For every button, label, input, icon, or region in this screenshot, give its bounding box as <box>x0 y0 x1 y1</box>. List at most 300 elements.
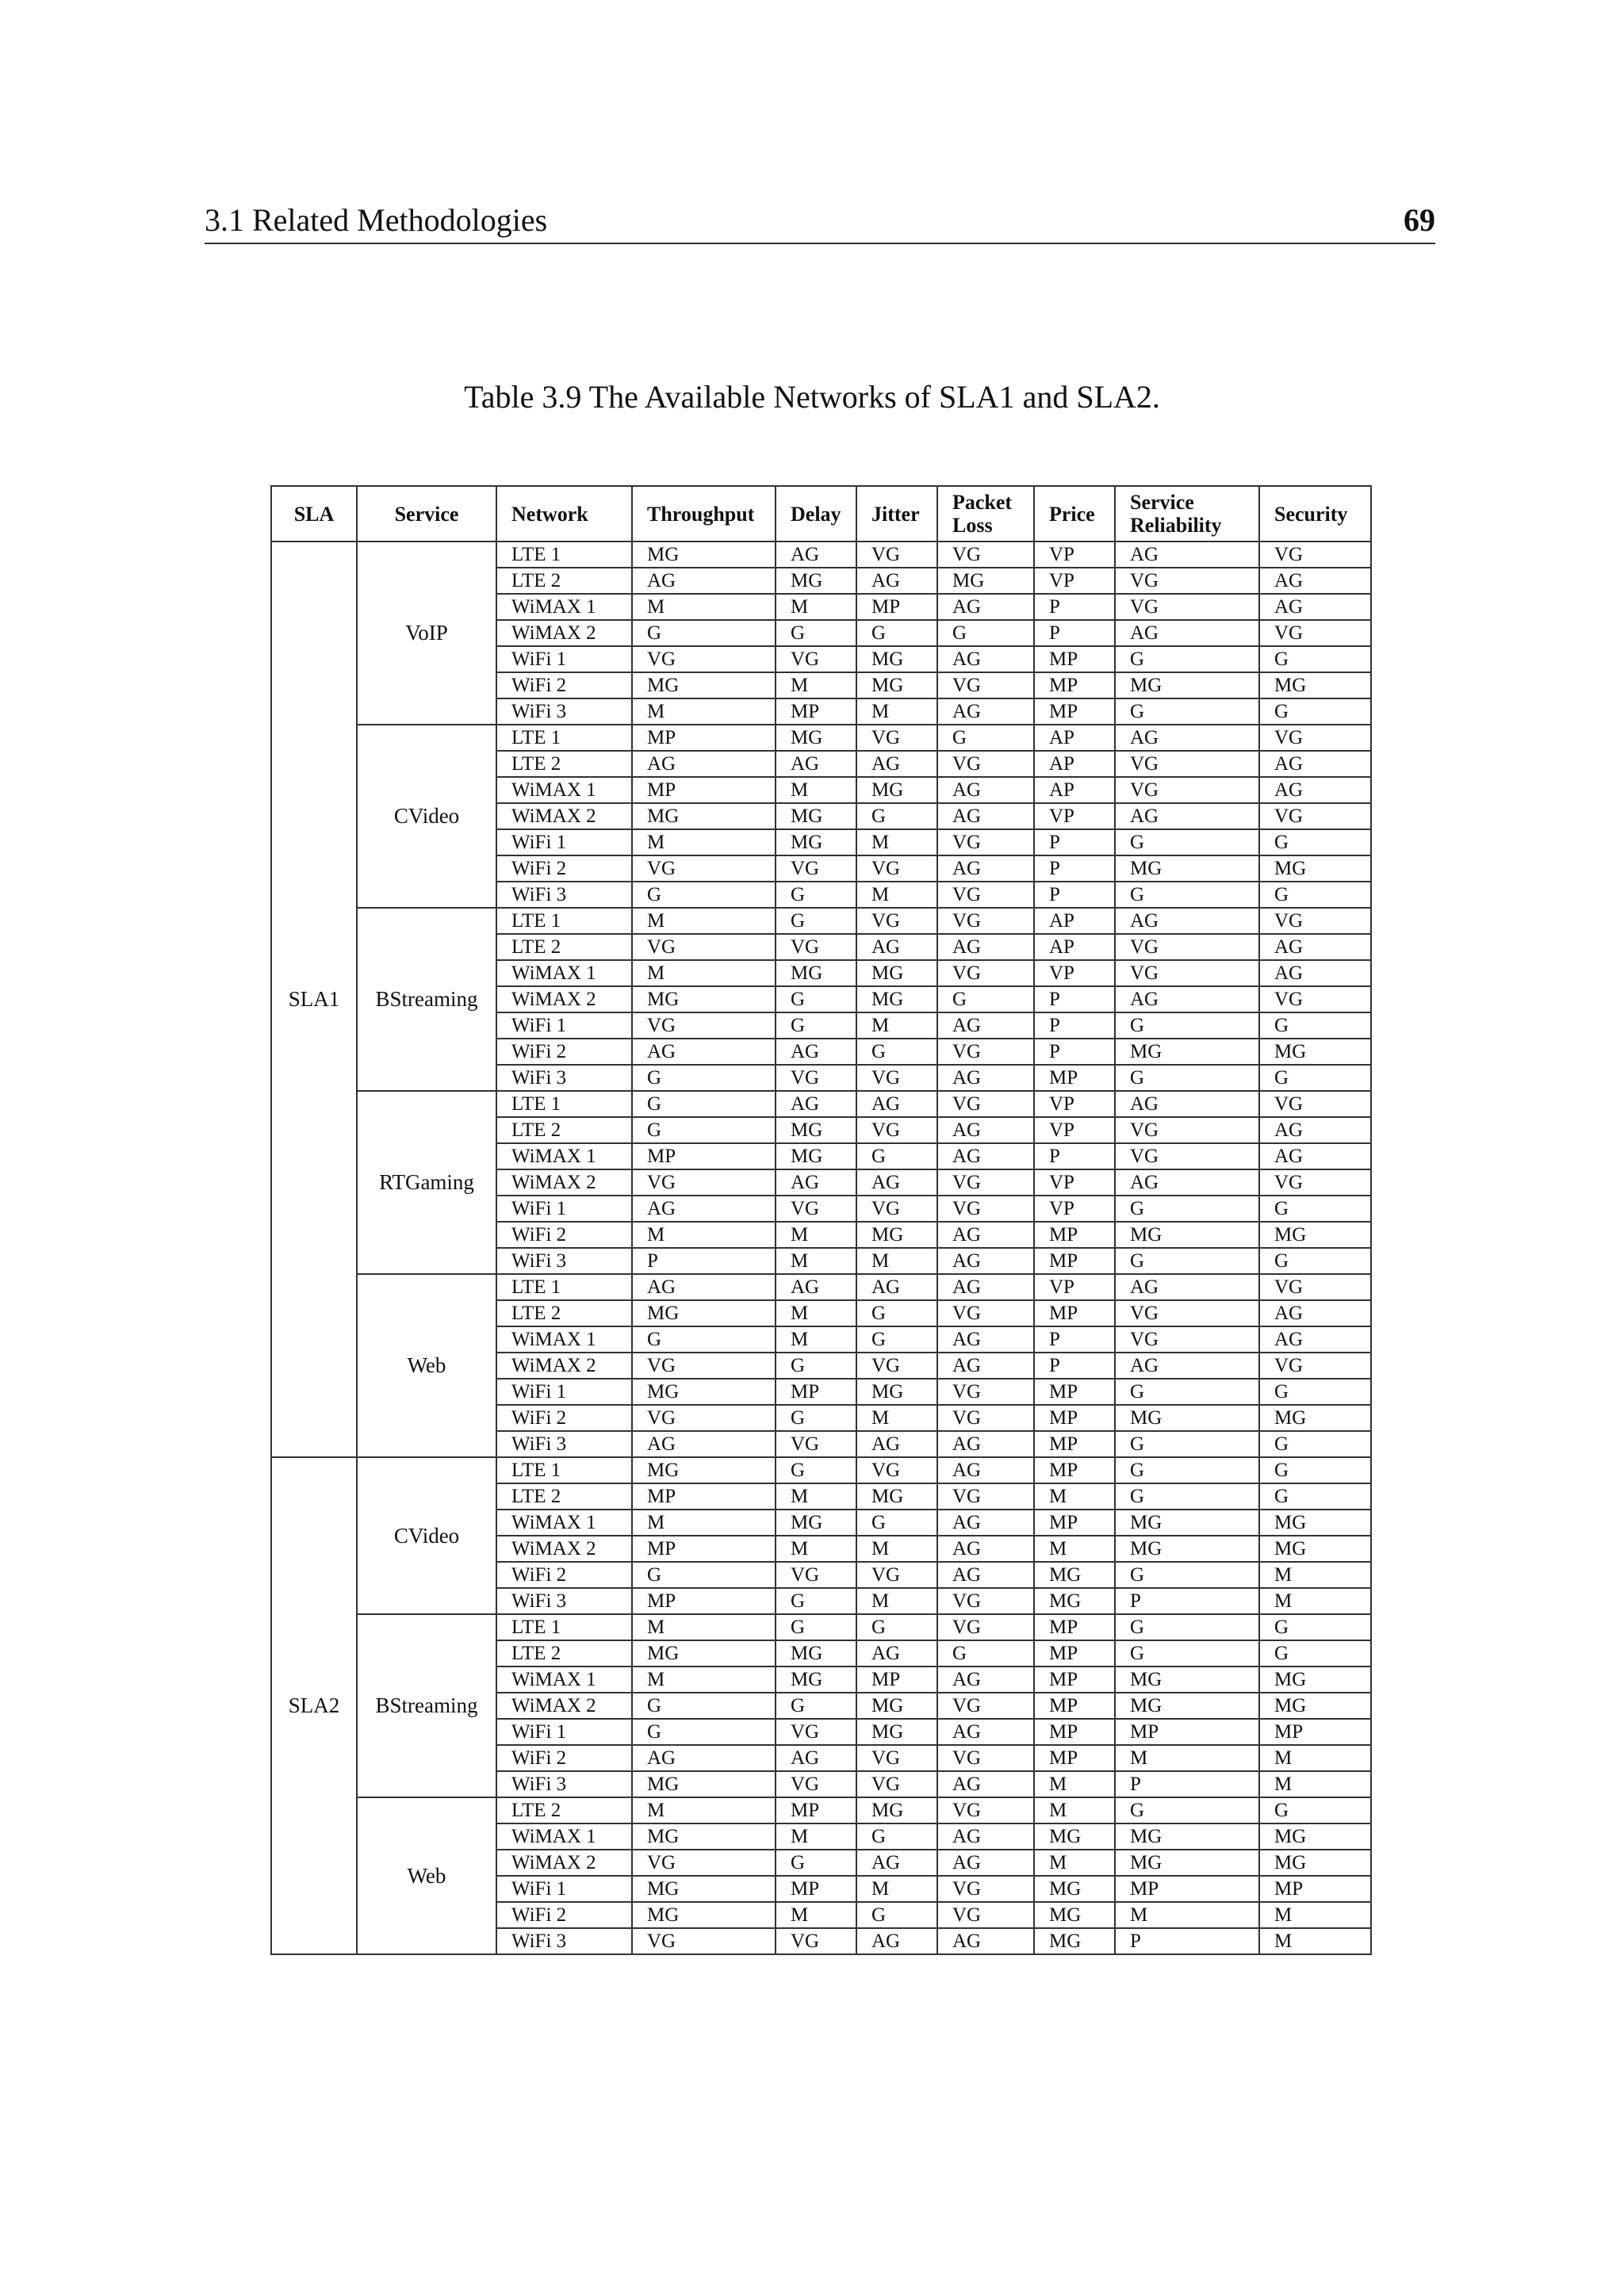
service-group-cell: Web <box>357 1797 496 1954</box>
network-cell: LTE 1 <box>496 1457 632 1483</box>
jitter-cell: VG <box>856 1353 937 1379</box>
security-cell: MG <box>1259 1823 1371 1850</box>
price-cell: VP <box>1034 1196 1115 1222</box>
service-reliability-cell: G <box>1115 1457 1259 1483</box>
throughput-cell: MG <box>632 1876 776 1902</box>
network-cell: WiFi 1 <box>496 829 632 855</box>
service-reliability-cell: AG <box>1115 1169 1259 1196</box>
packet-loss-cell: AG <box>937 855 1034 882</box>
throughput-cell: MG <box>632 1379 776 1405</box>
service-reliability-cell: G <box>1115 646 1259 672</box>
packet-loss-cell: AG <box>937 1143 1034 1169</box>
packet-loss-cell: VG <box>937 751 1034 777</box>
packet-loss-cell: AG <box>937 1222 1034 1248</box>
throughput-cell: G <box>632 620 776 646</box>
packet-loss-cell: AG <box>937 1065 1034 1091</box>
throughput-cell: M <box>632 908 776 934</box>
service-reliability-cell: M <box>1115 1745 1259 1771</box>
packet-loss-cell: AG <box>937 1562 1034 1588</box>
delay-cell: G <box>776 1353 856 1379</box>
jitter-cell: AG <box>856 1431 937 1457</box>
throughput-cell: MG <box>632 986 776 1012</box>
col-header-security: Security <box>1259 486 1371 541</box>
security-cell: AG <box>1259 594 1371 620</box>
service-reliability-cell: G <box>1115 1379 1259 1405</box>
packet-loss-cell: VG <box>937 1614 1034 1640</box>
throughput-cell: M <box>632 594 776 620</box>
security-cell: AG <box>1259 934 1371 960</box>
network-cell: WiFi 2 <box>496 855 632 882</box>
network-cell: LTE 2 <box>496 934 632 960</box>
packet-loss-cell: G <box>937 1640 1034 1667</box>
security-cell: M <box>1259 1588 1371 1614</box>
price-cell: P <box>1034 1326 1115 1353</box>
security-cell: MP <box>1259 1719 1371 1745</box>
security-cell: MG <box>1259 1405 1371 1431</box>
delay-cell: MG <box>776 960 856 986</box>
service-group-cell: Web <box>357 1274 496 1457</box>
jitter-cell: M <box>856 1012 937 1039</box>
throughput-cell: MG <box>632 1300 776 1326</box>
service-reliability-cell: MG <box>1115 1222 1259 1248</box>
security-cell: AG <box>1259 777 1371 803</box>
network-cell: LTE 2 <box>496 1117 632 1143</box>
throughput-cell: MP <box>632 777 776 803</box>
service-reliability-cell: G <box>1115 829 1259 855</box>
jitter-cell: G <box>856 1143 937 1169</box>
throughput-cell: MG <box>632 1902 776 1928</box>
price-cell: MP <box>1034 1222 1115 1248</box>
delay-cell: AG <box>776 1039 856 1065</box>
security-cell: G <box>1259 1797 1371 1823</box>
security-cell: G <box>1259 1640 1371 1667</box>
packet-loss-cell: VG <box>937 1169 1034 1196</box>
security-cell: G <box>1259 698 1371 725</box>
packet-loss-cell: VG <box>937 1876 1034 1902</box>
network-cell: WiMAX 2 <box>496 1169 632 1196</box>
service-reliability-cell: VG <box>1115 1117 1259 1143</box>
delay-cell: MG <box>776 829 856 855</box>
service-reliability-cell: MG <box>1115 1667 1259 1693</box>
service-reliability-cell: G <box>1115 1797 1259 1823</box>
security-cell: G <box>1259 1457 1371 1483</box>
price-cell: P <box>1034 620 1115 646</box>
packet-loss-cell: G <box>937 986 1034 1012</box>
network-cell: WiMAX 1 <box>496 1143 632 1169</box>
throughput-cell: AG <box>632 751 776 777</box>
packet-loss-cell: AG <box>937 1326 1034 1353</box>
throughput-cell: MP <box>632 1588 776 1614</box>
packet-loss-cell: AG <box>937 1510 1034 1536</box>
network-cell: WiFi 1 <box>496 646 632 672</box>
packet-loss-cell: AG <box>937 1248 1034 1274</box>
delay-cell: G <box>776 1457 856 1483</box>
network-cell: LTE 2 <box>496 1483 632 1510</box>
service-reliability-cell: MG <box>1115 1039 1259 1065</box>
delay-cell: M <box>776 1222 856 1248</box>
page-number: 69 <box>1404 202 1435 238</box>
delay-cell: VG <box>776 1771 856 1797</box>
jitter-cell: AG <box>856 751 937 777</box>
col-header-jitter: Jitter <box>856 486 937 541</box>
delay-cell: M <box>776 1902 856 1928</box>
network-cell: WiFi 1 <box>496 1379 632 1405</box>
service-reliability-cell: P <box>1115 1928 1259 1954</box>
price-cell: P <box>1034 594 1115 620</box>
security-cell: AG <box>1259 1300 1371 1326</box>
security-cell: G <box>1259 1379 1371 1405</box>
security-cell: AG <box>1259 568 1371 594</box>
jitter-cell: VG <box>856 541 937 568</box>
price-cell: MP <box>1034 1431 1115 1457</box>
network-cell: WiFi 3 <box>496 1431 632 1457</box>
packet-loss-cell: AG <box>937 594 1034 620</box>
packet-loss-cell: MG <box>937 568 1034 594</box>
jitter-cell: VG <box>856 1117 937 1143</box>
security-cell: MG <box>1259 1850 1371 1876</box>
security-cell: AG <box>1259 960 1371 986</box>
throughput-cell: VG <box>632 646 776 672</box>
jitter-cell: AG <box>856 1850 937 1876</box>
network-cell: WiMAX 1 <box>496 777 632 803</box>
security-cell: AG <box>1259 1326 1371 1353</box>
service-reliability-cell: G <box>1115 882 1259 908</box>
security-cell: M <box>1259 1902 1371 1928</box>
jitter-cell: MG <box>856 1379 937 1405</box>
throughput-cell: M <box>632 960 776 986</box>
jitter-cell: G <box>856 1823 937 1850</box>
delay-cell: MP <box>776 698 856 725</box>
jitter-cell: M <box>856 698 937 725</box>
jitter-cell: G <box>856 1902 937 1928</box>
packet-loss-cell: VG <box>937 1693 1034 1719</box>
delay-cell: VG <box>776 1719 856 1745</box>
throughput-cell: MG <box>632 1823 776 1850</box>
delay-cell: M <box>776 1248 856 1274</box>
service-reliability-cell: G <box>1115 1248 1259 1274</box>
price-cell: MP <box>1034 1693 1115 1719</box>
service-group-cell: BStreaming <box>357 908 496 1091</box>
delay-cell: MG <box>776 1667 856 1693</box>
service-group-cell: VoIP <box>357 541 496 725</box>
price-cell: MG <box>1034 1562 1115 1588</box>
throughput-cell: MG <box>632 1457 776 1483</box>
throughput-cell: AG <box>632 568 776 594</box>
delay-cell: M <box>776 1823 856 1850</box>
network-cell: WiFi 3 <box>496 882 632 908</box>
packet-loss-cell: AG <box>937 646 1034 672</box>
jitter-cell: MG <box>856 1797 937 1823</box>
network-cell: WiFi 1 <box>496 1012 632 1039</box>
throughput-cell: M <box>632 1510 776 1536</box>
table-row <box>271 725 1371 751</box>
service-reliability-cell: P <box>1115 1771 1259 1797</box>
delay-cell: MG <box>776 1510 856 1536</box>
throughput-cell: MP <box>632 1143 776 1169</box>
jitter-cell: MG <box>856 1719 937 1745</box>
jitter-cell: AG <box>856 1091 937 1117</box>
throughput-cell: VG <box>632 934 776 960</box>
security-cell: G <box>1259 1483 1371 1510</box>
delay-cell: M <box>776 1300 856 1326</box>
jitter-cell: MG <box>856 646 937 672</box>
security-cell: G <box>1259 1065 1371 1091</box>
packet-loss-cell: VG <box>937 1483 1034 1510</box>
network-cell: WiFi 2 <box>496 1405 632 1431</box>
price-cell: MG <box>1034 1588 1115 1614</box>
network-cell: WiFi 3 <box>496 1588 632 1614</box>
throughput-cell: MG <box>632 803 776 829</box>
throughput-cell: G <box>632 882 776 908</box>
throughput-cell: M <box>632 1614 776 1640</box>
security-cell: G <box>1259 1614 1371 1640</box>
jitter-cell: MG <box>856 1693 937 1719</box>
jitter-cell: VG <box>856 1065 937 1091</box>
network-cell: LTE 2 <box>496 1300 632 1326</box>
jitter-cell: AG <box>856 568 937 594</box>
packet-loss-cell: VG <box>937 1405 1034 1431</box>
price-cell: MP <box>1034 1300 1115 1326</box>
packet-loss-cell: VG <box>937 1091 1034 1117</box>
service-reliability-cell: MG <box>1115 1850 1259 1876</box>
throughput-cell: VG <box>632 1169 776 1196</box>
col-header-price: Price <box>1034 486 1115 541</box>
service-reliability-cell: AG <box>1115 541 1259 568</box>
price-cell: M <box>1034 1850 1115 1876</box>
service-reliability-cell: G <box>1115 1640 1259 1667</box>
service-reliability-cell: P <box>1115 1588 1259 1614</box>
packet-loss-cell: AG <box>937 777 1034 803</box>
price-cell: MG <box>1034 1902 1115 1928</box>
col-header-delay: Delay <box>776 486 856 541</box>
table-row <box>271 1457 1371 1483</box>
network-cell: WiFi 3 <box>496 1771 632 1797</box>
delay-cell: M <box>776 1326 856 1353</box>
delay-cell: VG <box>776 646 856 672</box>
jitter-cell: MP <box>856 1667 937 1693</box>
network-cell: WiMAX 1 <box>496 1667 632 1693</box>
delay-cell: AG <box>776 751 856 777</box>
service-reliability-cell: G <box>1115 1483 1259 1510</box>
col-header-packet-loss: Packet Loss <box>937 486 1034 541</box>
price-cell: MP <box>1034 698 1115 725</box>
packet-loss-cell: VG <box>937 1588 1034 1614</box>
delay-cell: AG <box>776 1745 856 1771</box>
col-header-throughput: Throughput <box>632 486 776 541</box>
network-cell: WiMAX 2 <box>496 986 632 1012</box>
delay-cell: G <box>776 908 856 934</box>
network-cell: WiFi 1 <box>496 1196 632 1222</box>
packet-loss-cell: AG <box>937 1274 1034 1300</box>
security-cell: AG <box>1259 1143 1371 1169</box>
security-cell: MG <box>1259 1510 1371 1536</box>
service-reliability-cell: AG <box>1115 725 1259 751</box>
service-group-cell: CVideo <box>357 1457 496 1614</box>
price-cell: P <box>1034 1143 1115 1169</box>
network-cell: WiMAX 2 <box>496 1850 632 1876</box>
price-cell: M <box>1034 1771 1115 1797</box>
security-cell: M <box>1259 1562 1371 1588</box>
service-reliability-cell: AG <box>1115 1091 1259 1117</box>
jitter-cell: VG <box>856 1562 937 1588</box>
throughput-cell: MG <box>632 1640 776 1667</box>
price-cell: P <box>1034 855 1115 882</box>
jitter-cell: M <box>856 1536 937 1562</box>
delay-cell: G <box>776 1588 856 1614</box>
price-cell: MP <box>1034 1405 1115 1431</box>
jitter-cell: AG <box>856 1928 937 1954</box>
security-cell: VG <box>1259 986 1371 1012</box>
price-cell: VP <box>1034 803 1115 829</box>
delay-cell: AG <box>776 1169 856 1196</box>
table-row <box>271 1091 1371 1117</box>
price-cell: VP <box>1034 1117 1115 1143</box>
price-cell: MP <box>1034 1719 1115 1745</box>
network-cell: WiFi 2 <box>496 672 632 698</box>
throughput-cell: MP <box>632 1483 776 1510</box>
packet-loss-cell: VG <box>937 960 1034 986</box>
throughput-cell: G <box>632 1719 776 1745</box>
network-cell: WiFi 3 <box>496 1248 632 1274</box>
security-cell: VG <box>1259 1091 1371 1117</box>
price-cell: MP <box>1034 672 1115 698</box>
service-reliability-cell: AG <box>1115 986 1259 1012</box>
table-row <box>271 541 1371 568</box>
network-cell: LTE 2 <box>496 1640 632 1667</box>
network-cell: WiMAX 1 <box>496 960 632 986</box>
jitter-cell: M <box>856 1876 937 1902</box>
jitter-cell: G <box>856 1326 937 1353</box>
throughput-cell: AG <box>632 1274 776 1300</box>
jitter-cell: AG <box>856 1640 937 1667</box>
service-reliability-cell: VG <box>1115 777 1259 803</box>
jitter-cell: AG <box>856 1169 937 1196</box>
security-cell: VG <box>1259 1353 1371 1379</box>
service-reliability-cell: VG <box>1115 1300 1259 1326</box>
service-reliability-cell: VG <box>1115 594 1259 620</box>
service-reliability-cell: G <box>1115 1012 1259 1039</box>
price-cell: MG <box>1034 1823 1115 1850</box>
security-cell: MG <box>1259 1693 1371 1719</box>
service-reliability-cell: AG <box>1115 620 1259 646</box>
delay-cell: VG <box>776 1065 856 1091</box>
network-cell: WiMAX 1 <box>496 1823 632 1850</box>
security-cell: G <box>1259 882 1371 908</box>
throughput-cell: G <box>632 1065 776 1091</box>
delay-cell: M <box>776 1483 856 1510</box>
delay-cell: G <box>776 986 856 1012</box>
network-cell: LTE 2 <box>496 751 632 777</box>
jitter-cell: AG <box>856 1274 937 1300</box>
packet-loss-cell: AG <box>937 698 1034 725</box>
jitter-cell: MG <box>856 1483 937 1510</box>
jitter-cell: G <box>856 1300 937 1326</box>
packet-loss-cell: AG <box>937 803 1034 829</box>
packet-loss-cell: VG <box>937 882 1034 908</box>
throughput-cell: MG <box>632 672 776 698</box>
service-group-cell: BStreaming <box>357 1614 496 1797</box>
service-group-cell: CVideo <box>357 725 496 908</box>
throughput-cell: MP <box>632 1536 776 1562</box>
throughput-cell: AG <box>632 1039 776 1065</box>
price-cell: VP <box>1034 1091 1115 1117</box>
price-cell: AP <box>1034 908 1115 934</box>
security-cell: M <box>1259 1745 1371 1771</box>
delay-cell: AG <box>776 541 856 568</box>
throughput-cell: G <box>632 1562 776 1588</box>
service-group-cell: RTGaming <box>357 1091 496 1274</box>
packet-loss-cell: VG <box>937 1797 1034 1823</box>
network-cell: WiMAX 2 <box>496 1353 632 1379</box>
price-cell: AP <box>1034 725 1115 751</box>
col-header-sla: SLA <box>271 486 357 541</box>
delay-cell: G <box>776 1405 856 1431</box>
service-reliability-cell: AG <box>1115 803 1259 829</box>
packet-loss-cell: AG <box>937 1012 1034 1039</box>
service-reliability-cell: VG <box>1115 1326 1259 1353</box>
packet-loss-cell: AG <box>937 1353 1034 1379</box>
jitter-cell: MG <box>856 777 937 803</box>
throughput-cell: G <box>632 1117 776 1143</box>
delay-cell: G <box>776 1850 856 1876</box>
security-cell: MP <box>1259 1876 1371 1902</box>
packet-loss-cell: AG <box>937 1771 1034 1797</box>
header-row <box>271 486 1371 541</box>
price-cell: MP <box>1034 1379 1115 1405</box>
price-cell: P <box>1034 1039 1115 1065</box>
price-cell: M <box>1034 1483 1115 1510</box>
network-cell: WiFi 3 <box>496 698 632 725</box>
throughput-cell: VG <box>632 1405 776 1431</box>
throughput-cell: VG <box>632 1928 776 1954</box>
delay-cell: MP <box>776 1876 856 1902</box>
packet-loss-cell: AG <box>937 1117 1034 1143</box>
throughput-cell: G <box>632 1091 776 1117</box>
network-cell: LTE 1 <box>496 908 632 934</box>
jitter-cell: G <box>856 620 937 646</box>
packet-loss-cell: AG <box>937 1823 1034 1850</box>
price-cell: MP <box>1034 1510 1115 1536</box>
delay-cell: AG <box>776 1274 856 1300</box>
price-cell: VP <box>1034 541 1115 568</box>
network-cell: WiFi 1 <box>496 1719 632 1745</box>
service-reliability-cell: MG <box>1115 1536 1259 1562</box>
service-reliability-cell: MG <box>1115 855 1259 882</box>
price-cell: P <box>1034 1353 1115 1379</box>
security-cell: G <box>1259 1248 1371 1274</box>
jitter-cell: G <box>856 1039 937 1065</box>
throughput-cell: G <box>632 1693 776 1719</box>
table-row <box>271 908 1371 934</box>
service-reliability-cell: G <box>1115 698 1259 725</box>
packet-loss-cell: AG <box>937 1457 1034 1483</box>
price-cell: MP <box>1034 1745 1115 1771</box>
delay-cell: G <box>776 882 856 908</box>
delay-cell: MG <box>776 803 856 829</box>
throughput-cell: VG <box>632 855 776 882</box>
security-cell: VG <box>1259 1169 1371 1196</box>
price-cell: MP <box>1034 1065 1115 1091</box>
delay-cell: G <box>776 1693 856 1719</box>
throughput-cell: AG <box>632 1431 776 1457</box>
jitter-cell: VG <box>856 1745 937 1771</box>
service-reliability-cell: MP <box>1115 1876 1259 1902</box>
packet-loss-cell: VG <box>937 541 1034 568</box>
delay-cell: MG <box>776 568 856 594</box>
service-reliability-cell: G <box>1115 1196 1259 1222</box>
jitter-cell: MG <box>856 672 937 698</box>
sla-group-cell: SLA2 <box>271 1457 357 1954</box>
